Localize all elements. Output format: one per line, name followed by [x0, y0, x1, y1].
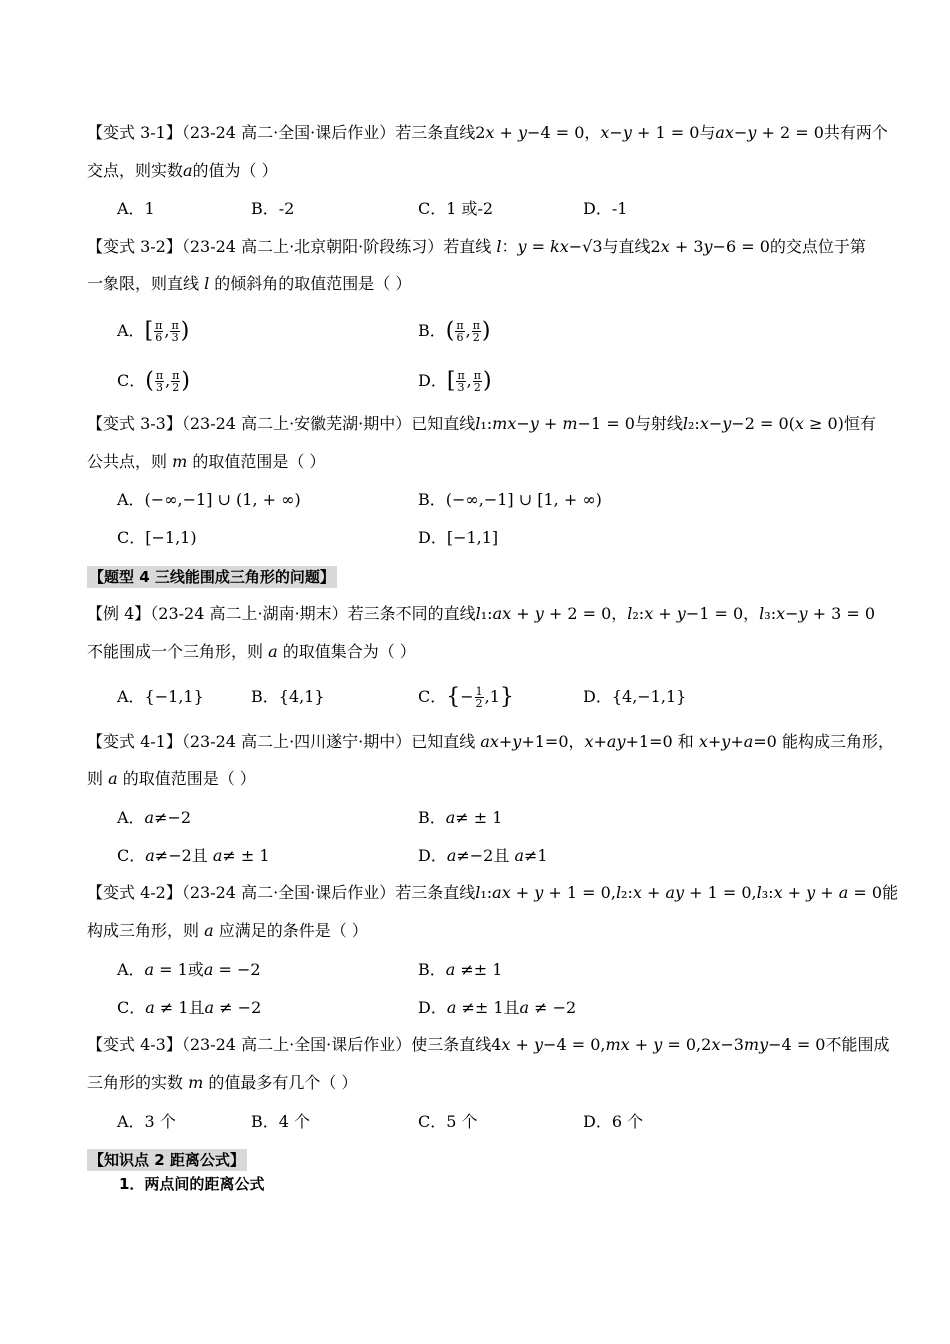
question-4-2-stem-line2: 构成三角形，则 𝑎 应满足的条件是（ ） — [87, 921, 368, 940]
q3-1-option-d: D．-1 — [583, 199, 628, 218]
q4-1-option-d: D．𝑎≠−2且 𝑎≠1 — [418, 846, 548, 865]
question-4-2-stem-line1: 【变式 4-2】（23-24 高二·全国·课后作业）若三条直线𝑙₁:𝑎𝑥 + 𝑦 + 1 = 0,𝑙₂:𝑥 + 𝑎𝑦 + 1 = 0,𝑙₃:𝑥 + 𝑦 + 𝑎 = 0能 — [87, 883, 899, 902]
q3-1-option-a: A．1 — [117, 199, 155, 218]
q3-3-option-a: A．(−∞,−1] ∪ (1, + ∞) — [117, 490, 301, 509]
q3-3-option-b: B．(−∞,−1] ∪ [1, + ∞) — [418, 490, 602, 509]
section-heading-knowledge-2: 【知识点 2 距离公式】 — [89, 1151, 245, 1169]
ex4-option-d: D．{4,−1,1} — [583, 687, 687, 706]
q3-2-option-d: D．[ $\frac{\pi}{3}$ , $\frac{\pi}{2}$ ) — [418, 368, 492, 394]
question-3-3-stem-line1: 【变式 3-3】（23-24 高二上·安徽芜湖·期中）已知直线𝑙₁:𝑚𝑥−𝑦 + 𝑚−1 = 0与射线𝑙₂:𝑥−𝑦−2 = 0(𝑥 ≥ 0)恒有 — [87, 414, 876, 433]
q3-2-option-c: C．( $\frac{\pi}{3}$ , $\frac{\pi}{2}$ ) — [117, 368, 190, 394]
q3-1-option-c: C．1 或-2 — [418, 199, 494, 218]
question-4-3-stem-line2: 三角形的实数 𝑚 的值最多有几个（ ） — [87, 1073, 358, 1092]
q3-3-option-c: C．[−1,1) — [117, 528, 197, 547]
ex4-option-c: C．{− $\frac{1}{2}$ ,1} — [418, 684, 514, 710]
question-4-1-stem-line2: 则 𝑎 的取值范围是（ ） — [87, 769, 256, 788]
question-3-1-stem-line2: 交点，则实数𝑎的值为（ ） — [87, 161, 278, 180]
question-3-2-stem-line2: 一象限，则直线 𝑙 的倾斜角的取值范围是（ ） — [87, 274, 412, 293]
q3-1-option-b: B．-2 — [251, 199, 295, 218]
q4-1-option-c: C．𝑎≠−2且 𝑎≠ ± 1 — [117, 846, 270, 865]
q3-2-option-b: B．( $\frac{\pi}{6}$ , $\frac{\pi}{2}$ ) — [418, 318, 491, 344]
question-4-1-stem-line1: 【变式 4-1】（23-24 高二上·四川遂宁·期中）已知直线 𝑎𝑥+𝑦+1=0，𝑥+𝑎𝑦+1=0 和 𝑥+𝑦+𝑎=0 能构成三角形， — [87, 732, 894, 751]
q3-2-option-a: A．[ $\frac{\pi}{6}$ , $\frac{\pi}{3}$ ) — [117, 318, 190, 344]
q4-3-option-c: C．5 个 — [418, 1112, 478, 1131]
q4-3-option-a: A．3 个 — [117, 1112, 176, 1131]
ex4-option-b: B．{4,1} — [251, 687, 325, 706]
q4-2-option-c: C．𝑎 ≠ 1且𝑎 ≠ −2 — [117, 998, 262, 1017]
section-heading-type-4: 【题型 4 三线能围成三角形的问题】 — [89, 568, 335, 586]
q4-2-option-a: A．𝑎 = 1或𝑎 = −2 — [117, 960, 261, 979]
q4-3-option-d: D．6 个 — [583, 1112, 644, 1131]
example-4-stem-line1: 【例 4】（23-24 高二上·湖南·期末）若三条不同的直线𝑙₁:𝑎𝑥 + 𝑦 + 2 = 0，𝑙₂:𝑥 + 𝑦−1 = 0，𝑙₃:𝑥−𝑦 + 3 = 0 — [87, 604, 876, 623]
q4-2-option-d: D．𝑎 ≠± 1且𝑎 ≠ −2 — [418, 998, 577, 1017]
subheading-distance-formula: 1．两点间的距离公式 — [119, 1175, 265, 1193]
question-3-2-stem-line1: 【变式 3-2】（23-24 高二上·北京朝阳·阶段练习）若直线 𝑙：𝑦 = 𝑘𝑥−√3与直线2𝑥 + 3𝑦−6 = 0的交点位于第 — [87, 237, 866, 256]
q4-2-option-b: B．𝑎 ≠± 1 — [418, 960, 503, 979]
q4-1-option-b: B．𝑎≠ ± 1 — [418, 808, 503, 827]
question-4-3-stem-line1: 【变式 4-3】（23-24 高二上·全国·课后作业）使三条直线4𝑥 + 𝑦−4 = 0,𝑚𝑥 + 𝑦 = 0,2𝑥−3𝑚𝑦−4 = 0不能围成 — [87, 1035, 890, 1054]
q3-3-option-d: D．[−1,1] — [418, 528, 499, 547]
q4-1-option-a: A．𝑎≠−2 — [117, 808, 192, 827]
question-3-1-stem-line1: 【变式 3-1】（23-24 高二·全国·课后作业）若三条直线2𝑥 + 𝑦−4 = 0，𝑥−𝑦 + 1 = 0与𝑎𝑥−𝑦 + 2 = 0共有两个 — [87, 123, 888, 142]
example-4-stem-line2: 不能围成一个三角形，则 𝑎 的取值集合为（ ） — [87, 642, 416, 661]
ex4-option-a: A．{−1,1} — [117, 687, 204, 706]
q4-3-option-b: B．4 个 — [251, 1112, 311, 1131]
question-3-3-stem-line2: 公共点，则 𝑚 的取值范围是（ ） — [87, 452, 326, 471]
